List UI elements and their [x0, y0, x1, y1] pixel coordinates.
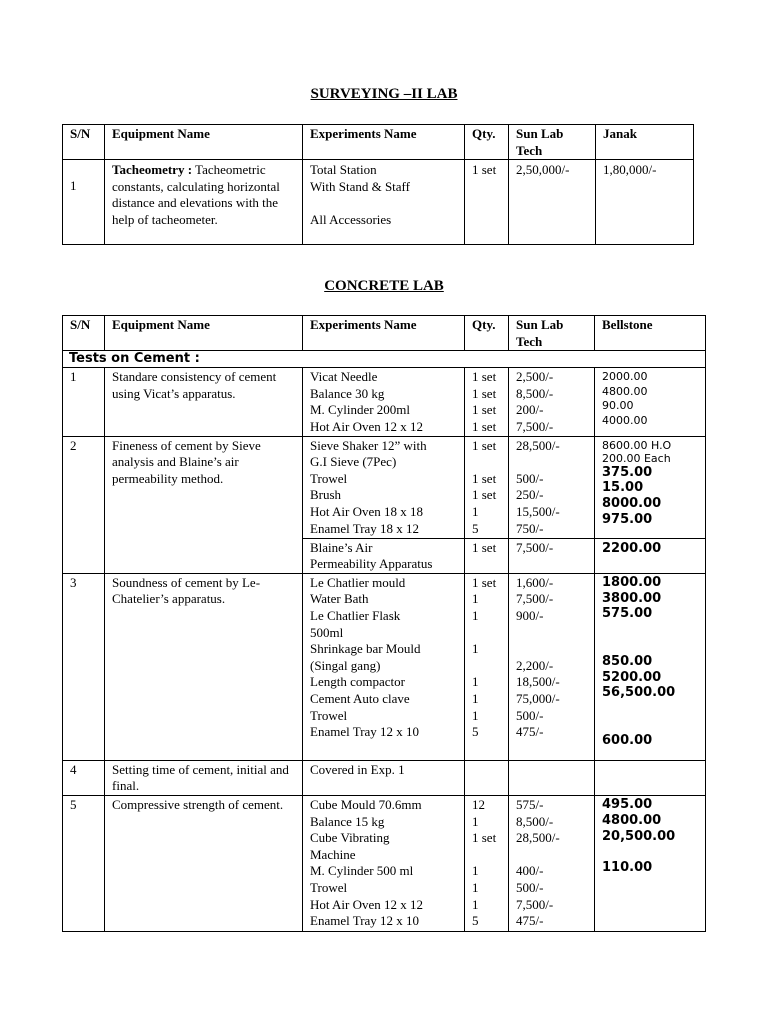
bell-line: 375.00: [602, 464, 653, 480]
bell-line: 200.00 Each: [602, 451, 671, 465]
cell-equipment: Compressive strength of cement.: [105, 795, 303, 931]
header-equipment: Equipment Name: [105, 125, 303, 160]
bell-line: 575.00: [602, 606, 653, 622]
exp-line: Hot Air Oven 12 x 12: [310, 896, 424, 912]
qty-line: 5: [472, 724, 479, 740]
cell-bellstone: [595, 795, 706, 931]
bell-line: 5200.00: [602, 669, 662, 685]
bell-line: 975.00: [602, 511, 653, 527]
exp-line: Sieve Shaker 12” with: [310, 437, 427, 453]
concrete-table: [62, 315, 706, 932]
exp-line: With Stand & Staff: [310, 178, 410, 194]
header-qty: Qty.: [465, 125, 509, 160]
header-experiments: Experiments Name: [303, 316, 465, 351]
bell-line: 600.00: [602, 732, 653, 748]
exp-line: Le Chatlier Flask: [310, 607, 401, 623]
bell-line: [602, 717, 700, 733]
price-line: 900/-: [516, 607, 544, 623]
price-line: [516, 847, 589, 864]
exp-line: Length compactor: [310, 674, 405, 690]
cell-qty: [465, 795, 509, 931]
qty-line: 1: [472, 896, 479, 912]
cell-sunlab: [509, 368, 595, 436]
cell-equipment: Setting time of cement, initial and final.: [105, 760, 303, 795]
exp-line: Trowel: [310, 879, 348, 895]
exp-line: Cube Mould 70.6mm: [310, 796, 422, 812]
exp-line: Enamel Tray 18 x 12: [310, 520, 420, 536]
qty-line: 1 set: [472, 369, 497, 385]
cell-sn: 4: [63, 760, 105, 795]
qty-line: 5: [472, 520, 479, 536]
price-line: 28,500/-: [516, 830, 560, 846]
qty-line: 1: [472, 813, 479, 829]
qty-line: 1 set: [472, 470, 497, 486]
cell-experiments: [303, 160, 465, 245]
table-row: [63, 760, 706, 795]
exp-line: Water Bath: [310, 591, 369, 607]
price-line: 750/-: [516, 520, 544, 536]
header-qty: Qty.: [465, 316, 509, 351]
price-line: [516, 641, 589, 658]
price-line: 7,500/-: [516, 418, 554, 434]
price-line: 18,500/-: [516, 674, 560, 690]
bell-line: 90.00: [602, 399, 634, 413]
qty-line: 1 set: [472, 385, 497, 401]
cell-bellstone: [595, 573, 706, 760]
cell-experiments: [303, 795, 465, 931]
qty-line: [472, 658, 503, 675]
qty-line: 1 set: [472, 402, 497, 418]
cell-equipment: Soundness of cement by Le-Chatelier’s apparatus.: [105, 573, 303, 760]
cell-qty: [465, 573, 509, 760]
price-line: 575/-: [516, 796, 544, 812]
cell-bellstone: [595, 436, 706, 538]
exp-line: Shrinkage bar Mould: [310, 641, 421, 657]
exp-line: M. Cylinder 200ml: [310, 402, 411, 418]
exp-line: Trowel: [310, 707, 348, 723]
bell-line: [602, 638, 700, 654]
exp-line: Le Chatlier mould: [310, 574, 406, 590]
cell-equipment: [105, 160, 303, 245]
table-row: [63, 436, 706, 538]
cell-sn: 5: [63, 795, 105, 931]
qty-line: 1: [472, 503, 479, 519]
qty-line: 1: [472, 863, 479, 879]
exp-line: (Singal gang): [310, 657, 381, 673]
equipment-text: Tacheometric constants, calculating horizontal distance and elevations with the help of tacheometer.: [112, 162, 280, 227]
header-bellstone: Bellstone: [595, 316, 706, 351]
price-line: 1,600/-: [516, 574, 554, 590]
price-line: 7,500/-: [516, 896, 554, 912]
exp-line: Vicat Needle: [310, 369, 378, 385]
section-heading: Tests on Cement :: [63, 351, 706, 368]
bell-line: 3800.00: [602, 590, 662, 606]
bell-line: [602, 622, 700, 638]
table-row: [63, 160, 694, 245]
table-row: [63, 368, 706, 436]
equipment-bold: Tacheometry :: [112, 162, 193, 178]
concrete-header-row: [63, 316, 706, 351]
qty-line: 1: [472, 690, 479, 706]
price-line: 28,500/-: [516, 437, 560, 453]
bell-line: [602, 844, 700, 860]
price-line: 2,500/-: [516, 369, 554, 385]
price-line: [516, 625, 589, 642]
price-line: 75,000/-: [516, 690, 560, 706]
exp-line: Blaine’s Air: [310, 539, 373, 555]
cell-experiments: [303, 573, 465, 760]
cell-qty: [465, 368, 509, 436]
qty-line: 1: [472, 879, 479, 895]
section-row: [63, 351, 706, 368]
price-line: 2,200/-: [516, 657, 554, 673]
bell-line: [602, 701, 700, 717]
header-experiments: Experiments Name: [303, 125, 465, 160]
header-sunlab: Sun Lab Tech: [509, 316, 595, 351]
qty-line: [472, 847, 503, 864]
exp-line: Cement Auto clave: [310, 690, 410, 706]
qty-line: [472, 625, 503, 642]
cell-bellstone: 2200.00: [595, 538, 706, 573]
price-line: 475/-: [516, 724, 544, 740]
bell-line: 2000.00: [602, 370, 648, 384]
concrete-title: CONCRETE LAB: [324, 278, 444, 294]
survey-header-row: [63, 125, 694, 160]
cell-bellstone: [595, 760, 706, 795]
cell-experiments: [303, 368, 465, 436]
price-line: 7,500/-: [516, 591, 554, 607]
qty-line: 12: [472, 796, 485, 812]
qty-line: 1: [472, 591, 479, 607]
qty-line: 1 set: [472, 487, 497, 503]
price-line: 500/-: [516, 470, 544, 486]
cell-qty: [465, 436, 509, 538]
qty-line: 5: [472, 913, 479, 929]
bell-line: 20,500.00: [602, 828, 676, 844]
exp-line: [310, 195, 459, 212]
cell-sunlab: [509, 760, 595, 795]
bell-line: 4800.00: [602, 812, 662, 828]
cell-equipment: Standare consistency of cement using Vicat’s apparatus.: [105, 368, 303, 436]
cell-experiments: [303, 538, 465, 573]
exp-line: Balance 15 kg: [310, 813, 385, 829]
exp-line: Machine: [310, 846, 356, 862]
exp-line: Hot Air Oven 18 x 18: [310, 503, 424, 519]
qty-line: 1: [472, 607, 479, 623]
bell-line: 15.00: [602, 480, 644, 496]
qty-line: 1: [472, 674, 479, 690]
cell-bellstone: [595, 368, 706, 436]
bell-line: 110.00: [602, 860, 653, 876]
cell-sn: 3: [63, 573, 105, 760]
exp-line: Balance 30 kg: [310, 385, 385, 401]
qty-line: 1 set: [472, 574, 497, 590]
exp-line: Brush: [310, 487, 342, 503]
bell-line: 56,500.00: [602, 685, 676, 701]
cell-janak: 1,80,000/-: [596, 160, 694, 245]
exp-line: 500ml: [310, 624, 344, 640]
cell-qty: [465, 760, 509, 795]
cell-qty: 1 set: [465, 538, 509, 573]
price-line: 8,500/-: [516, 813, 554, 829]
header-equipment: Equipment Name: [105, 316, 303, 351]
exp-line: Enamel Tray 12 x 10: [310, 724, 420, 740]
exp-line: Trowel: [310, 470, 348, 486]
cell-sn: 1: [63, 160, 105, 245]
exp-line: Hot Air Oven 12 x 12: [310, 418, 424, 434]
bell-line: 1800.00: [602, 574, 662, 590]
cell-sunlab: 2,50,000/-: [509, 160, 596, 245]
survey-table: [62, 124, 694, 245]
price-line: [516, 454, 589, 471]
bell-line: 495.00: [602, 796, 653, 812]
exp-line: M. Cylinder 500 ml: [310, 863, 414, 879]
cell-sn: 1: [63, 368, 105, 436]
cell-experiments: Covered in Exp. 1: [303, 760, 465, 795]
qty-line: 1: [472, 641, 479, 657]
bell-line: 4800.00: [602, 384, 648, 398]
bell-line: 850.00: [602, 653, 653, 669]
qty-line: [472, 454, 503, 471]
qty-line: 1 set: [472, 418, 497, 434]
exp-line: All Accessories: [310, 211, 392, 227]
price-line: 250/-: [516, 487, 544, 503]
header-sn: S/N: [63, 125, 105, 160]
bell-line: 4000.00: [602, 413, 648, 427]
cell-qty: 1 set: [465, 160, 509, 245]
bell-line: 8000.00: [602, 496, 662, 512]
cell-equipment: Fineness of cement by Sieve analysis and Blaine’s air permeability method.: [105, 436, 303, 573]
header-sunlab: Sun Lab Tech: [509, 125, 596, 160]
exp-line: Cube Vibrating: [310, 830, 390, 846]
exp-line: Enamel Tray 12 x 10: [310, 913, 420, 929]
exp-line: Total Station: [310, 162, 377, 178]
header-sn: S/N: [63, 316, 105, 351]
price-line: 500/-: [516, 707, 544, 723]
qty-line: 1: [472, 707, 479, 723]
qty-line: 1 set: [472, 437, 497, 453]
price-line: 400/-: [516, 863, 544, 879]
cell-sunlab: 7,500/-: [509, 538, 595, 573]
price-line: 200/-: [516, 402, 544, 418]
price-line: 15,500/-: [516, 503, 560, 519]
header-janak: Janak: [596, 125, 694, 160]
exp-line: G.I Sieve (7Pec): [310, 454, 397, 470]
survey-title: SURVEYING –II LAB: [310, 86, 458, 102]
cell-sn: 2: [63, 436, 105, 573]
table-row: [63, 795, 706, 931]
bell-line: 8600.00 H.O: [602, 438, 672, 452]
price-line: 475/-: [516, 913, 544, 929]
qty-line: 1 set: [472, 830, 497, 846]
cell-sunlab: [509, 573, 595, 760]
cell-sunlab: [509, 795, 595, 931]
exp-line: Permeability Apparatus: [310, 556, 433, 572]
table-row: [63, 573, 706, 760]
cell-sunlab: [509, 436, 595, 538]
price-line: 8,500/-: [516, 385, 554, 401]
cell-experiments: [303, 436, 465, 538]
price-line: 500/-: [516, 879, 544, 895]
